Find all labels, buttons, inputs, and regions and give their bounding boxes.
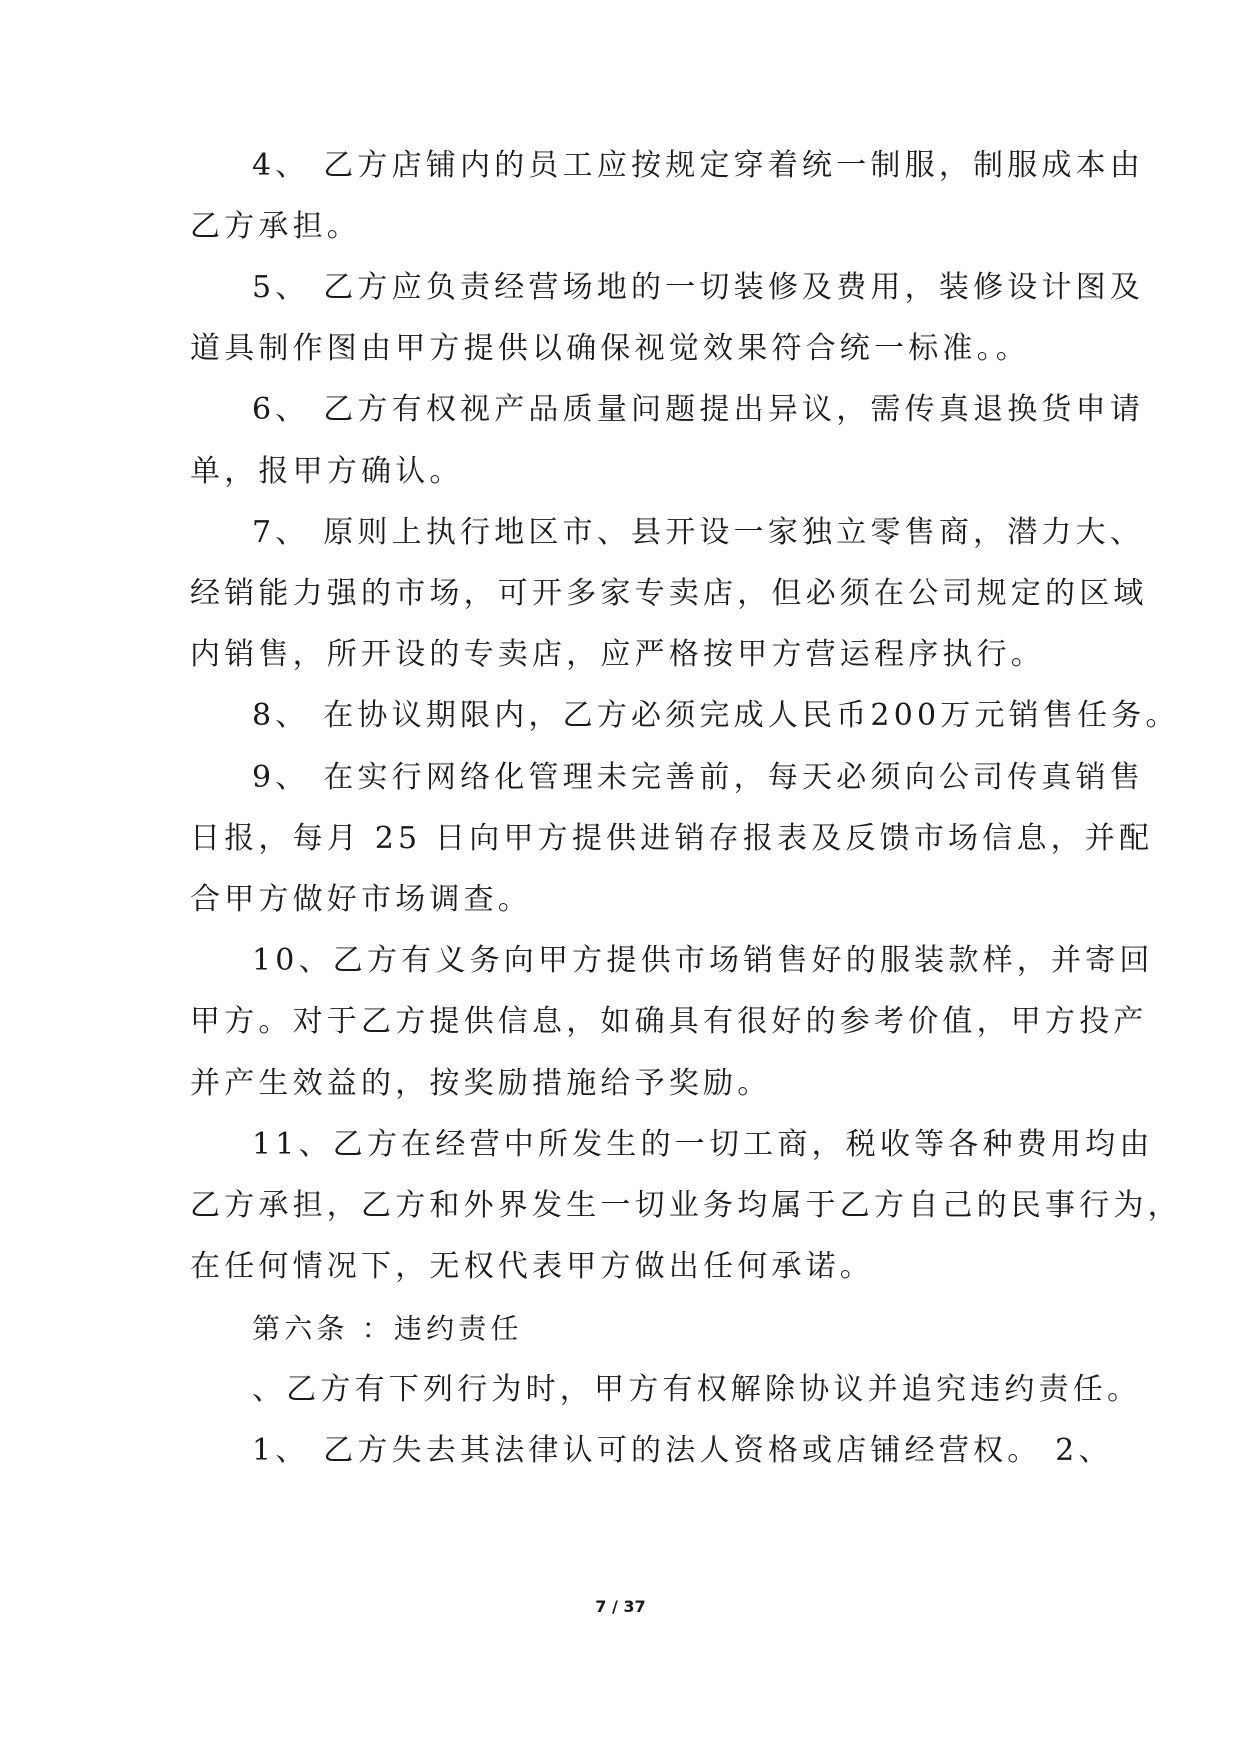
text-line: 合甲方做好市场调查。: [190, 882, 532, 917]
text-line: 4、 乙方店铺内的员工应按规定穿着统一制服，制服成本由: [252, 148, 1145, 183]
text-line: 经销能力强的市场，可开多家专卖店，但必须在公司规定的区域: [190, 576, 1148, 611]
text-line: 道具制作图由甲方提供以确保视觉效果符合统一标准。。: [190, 331, 1030, 366]
text-line: 单，报甲方确认。: [190, 454, 464, 489]
text-line: 8、 在协议期限内，乙方必须完成人民币200万元销售任务。: [252, 698, 1180, 733]
text-line: 并产生效益的，按奖励措施给予奖励。: [190, 1066, 772, 1101]
text-line: 5、 乙方应负责经营场地的一切装修及费用，装修设计图及: [252, 270, 1145, 305]
text-line: 在任何情况下，无权代表甲方做出任何承诺。: [190, 1249, 874, 1284]
text-line: 内销售，所开设的专卖店，应严格按甲方营运程序执行。: [190, 637, 1045, 672]
text-line: 、乙方有下列行为时，甲方有权解除协议并追究违约责任。: [252, 1372, 1142, 1407]
text-line: 11、乙方在经营中所发生的一切工商，税收等各种费用均由: [252, 1127, 1154, 1162]
text-line: 乙方承担，乙方和外界发生一切业务均属于乙方自己的民事行为，: [190, 1188, 1182, 1223]
text-line: 10、乙方有义务向甲方提供市场销售好的服装款样，并寄回: [252, 943, 1154, 978]
text-line: 9、 在实行网络化管理未完善前，每天必须向公司传真销售: [252, 760, 1145, 795]
text-line: 7、 原则上执行地区市、县开设一家独立零售商，潜力大、: [252, 515, 1145, 550]
text-line: 甲方。对于乙方提供信息，如确具有很好的参考价值，甲方投产: [190, 1004, 1148, 1039]
section-heading: 第六条 ：违约责任: [252, 1312, 523, 1345]
text-line: 1、 乙方失去其法律认可的法人资格或店铺经营权。 2、: [252, 1433, 1113, 1468]
text-line: 6、 乙方有权视产品质量问题提出异议，需传真退换货申请: [252, 392, 1145, 427]
page-number: 7 / 37: [595, 1597, 646, 1616]
text-line: 乙方承担。: [190, 209, 361, 244]
text-line: 日报，每月 25 日向甲方提供进销存报表及反馈市场信息，并配: [190, 821, 1154, 856]
